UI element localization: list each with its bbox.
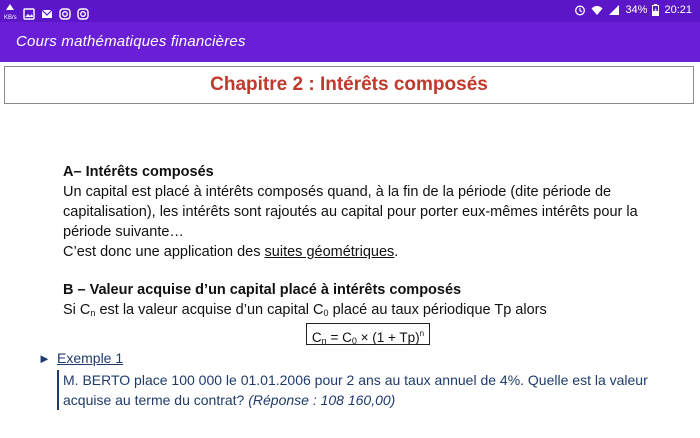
example-line-2: acquise au terme du contrat? (Réponse : 108 160,00) xyxy=(63,392,396,408)
alarm-icon xyxy=(574,4,586,16)
section-a-line-2: capitalisation), les intérêts sont rajoutés au capital pour porter eux-mêmes intérêts pour la xyxy=(63,204,638,220)
battery-percent: 34% xyxy=(625,4,648,16)
triangle-right-icon: ► xyxy=(38,351,51,366)
status-bar xyxy=(0,0,700,22)
suites-geometriques-link[interactable]: suites géométriques xyxy=(264,244,395,260)
example-label[interactable]: Exemple 1 xyxy=(57,350,124,366)
clock: 20:21 xyxy=(664,4,692,16)
image-icon xyxy=(23,8,35,20)
section-b-heading: B – Valeur acquise d’un capital placé à intérêts composés xyxy=(63,282,462,298)
network-speed-icon: KB/s xyxy=(4,3,17,25)
chapter-title-box xyxy=(4,66,694,104)
section-b xyxy=(63,280,693,323)
example-body xyxy=(57,370,683,410)
section-a xyxy=(63,162,693,262)
section-a-line-3: période suivante… xyxy=(63,224,184,240)
app-title: Cours mathématiques financières xyxy=(16,33,246,50)
example-answer: (Réponse : 108 160,00) xyxy=(248,392,396,408)
mail-icon xyxy=(41,8,53,20)
section-a-line-4: C’est donc une application des suites géométriques. xyxy=(63,244,399,260)
status-right xyxy=(574,3,692,17)
chapter-title: Chapitre 2 : Intérêts composés xyxy=(210,74,488,95)
battery-icon xyxy=(652,4,659,16)
formula-box: $C_n = C_0 \times (1 + Tp)^n$ xyxy=(306,323,430,345)
instagram-icon xyxy=(59,8,71,20)
section-a-line-1: Un capital est placé à intérêts composés quand, à la fin de la période (dite période de xyxy=(63,184,612,200)
instagram-icon xyxy=(77,8,89,20)
section-b-text: Si $C_n$ est la valeur acquise d’un capital $C_0$ placé au taux périodique Tp alors xyxy=(63,302,547,318)
app-bar xyxy=(0,22,700,62)
signal-icon xyxy=(608,4,620,16)
section-a-heading: A– Intérêts composés xyxy=(63,164,214,180)
wifi-icon xyxy=(591,4,603,16)
example-line-1: M. BERTO place 100 000 le 01.01.2006 pour 2 ans au taux annuel de 4%. Quelle est la valeur xyxy=(63,372,648,388)
